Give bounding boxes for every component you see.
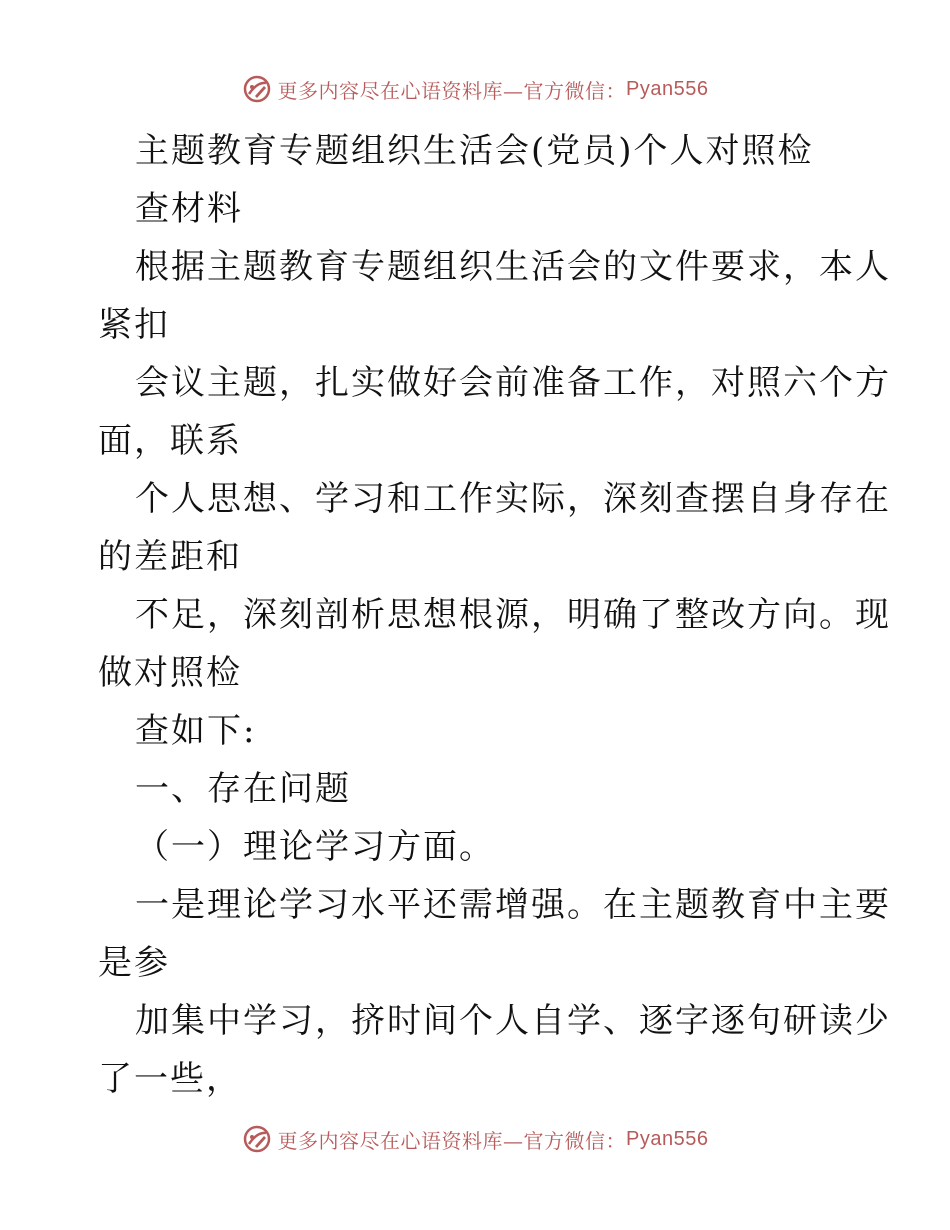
watermark-text: 更多内容尽在心语资料库—官方微信： — [277, 1128, 627, 1153]
footer-watermark — [0, 1124, 950, 1154]
pen-logo-icon — [242, 1124, 272, 1154]
text-line: 会议主题，扎实做好会前准备工作，对照六个方 — [135, 363, 891, 403]
watermark-handle: Pyan556 — [626, 1127, 709, 1150]
text-line: 主题教育专题组织生活会(党员)个人对照检 — [135, 131, 814, 171]
section-heading: 一、存在问题 — [135, 769, 351, 809]
text-line: 根据主题教育专题组织生活会的文件要求，本人 — [135, 247, 891, 287]
text-line: 加集中学习，挤时间个人自学、逐字逐句研读少 — [135, 1001, 891, 1041]
text-line: 了一些， — [98, 1059, 242, 1099]
text-line: 一是理论学习水平还需增强。在主题教育中主要 — [135, 885, 891, 925]
text-line: 查材料 — [135, 189, 243, 229]
subsection-heading: （一）理论学习方面。 — [135, 827, 495, 867]
text-line: 紧扣 — [98, 305, 170, 345]
watermark-handle: Pyan556 — [626, 77, 709, 100]
watermark-text: 更多内容尽在心语资料库—官方微信： — [277, 78, 627, 103]
text-line: 面，联系 — [98, 421, 242, 461]
pen-logo-icon — [242, 74, 272, 104]
document-body — [98, 122, 891, 1108]
text-line: 的差距和 — [98, 537, 242, 577]
text-line: 做对照检 — [98, 653, 242, 693]
text-line: 查如下: — [135, 711, 257, 751]
text-line: 是参 — [98, 943, 170, 983]
text-line: 不足，深刻剖析思想根源，明确了整改方向。现 — [135, 595, 891, 635]
text-line: 个人思想、学习和工作实际，深刻查摆自身存在 — [135, 479, 891, 519]
header-watermark — [0, 74, 950, 104]
